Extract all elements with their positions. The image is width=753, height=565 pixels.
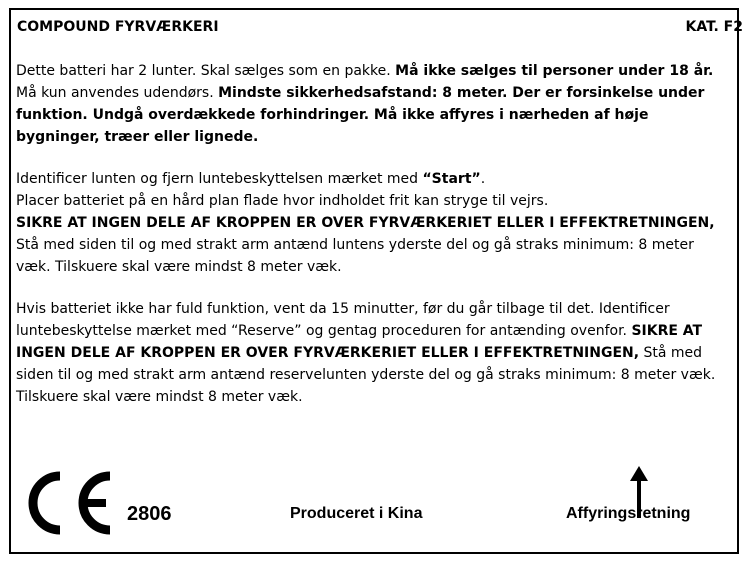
bold-span: “Start” bbox=[422, 171, 481, 187]
instructions bbox=[16, 60, 724, 428]
category-code: KAT. F2 bbox=[685, 19, 743, 35]
paragraph-ignition bbox=[16, 168, 724, 278]
notified-body-number: 2806 bbox=[127, 503, 172, 525]
text-span: Placer batteriet på en hård plan flade hvor indholdet frit kan stryge til vejrs. bbox=[16, 193, 549, 209]
bold-span: Må ikke sælges til personer under 18 år. bbox=[395, 63, 714, 79]
origin-text: Produceret i Kina bbox=[290, 505, 423, 522]
firing-direction-label: Affyringsretning bbox=[566, 505, 691, 522]
text-span: Stå med siden til og med strakt arm antænd reservelunten yderste del og gå straks minimum: 8 meter væk. Tilskuere skal være mindst 8 meter væk. bbox=[16, 345, 716, 405]
text-span: Stå med siden til og med strakt arm antænd luntens yderste del og gå straks minimum: 8 meter væk. Tilskuere skal være mindst 8 meter væk. bbox=[16, 237, 694, 275]
paragraph-reserve bbox=[16, 298, 724, 408]
warning-span: SIKRE AT INGEN DELE AF KROPPEN ER OVER FYRVÆRKERIET ELLER I EFFEKTRETNINGEN, bbox=[16, 323, 703, 361]
paragraph-sales-safety bbox=[16, 60, 724, 148]
brand-title: COMPOUND FYRVÆRKERI bbox=[17, 19, 219, 35]
warning-span: SIKRE AT INGEN DELE AF KROPPEN ER OVER FYRVÆRKERIET ELLER I EFFEKTRETNINGEN, bbox=[16, 215, 715, 231]
text-span: Dette batteri har 2 lunter. Skal sælges som en pakke. bbox=[16, 63, 396, 79]
text-span: . bbox=[480, 171, 486, 187]
text-span: Må kun anvendes udendørs. bbox=[16, 85, 219, 101]
text-span: Identificer lunten og fjern luntebeskyttelsen mærket med bbox=[16, 171, 423, 187]
bold-span: Mindste sikkerhedsafstand: 8 meter. Der er forsinkelse under funktion. Undgå overdækkede forhindringer. Må ikke affyres i nærheden af høje bygninger, træer eller lignede. bbox=[16, 85, 705, 145]
ce-mark-icon bbox=[22, 470, 118, 536]
text-span: Hvis batteriet ikke har fuld funktion, vent da 15 minutter, før du går tilbage til det. Identificer luntebeskyttelse mærket med “Reserve” og gentag proceduren for antænding ovenfor. bbox=[16, 301, 670, 339]
